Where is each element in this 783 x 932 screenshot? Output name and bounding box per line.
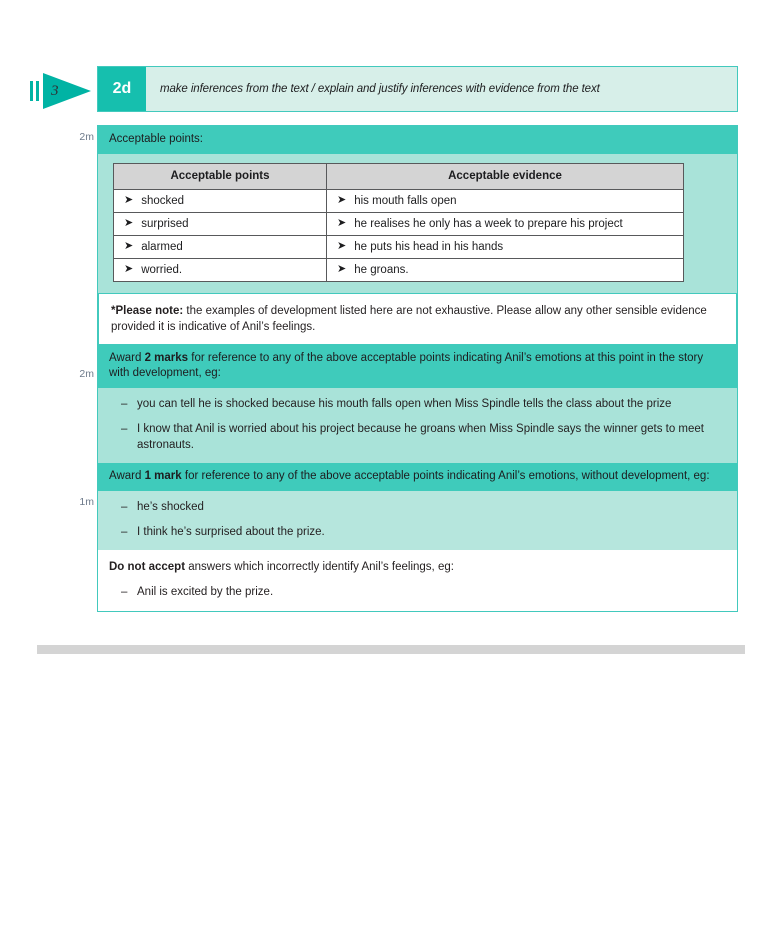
question-code: 2d [98,67,146,111]
two-marks-examples [98,388,737,463]
dash-bullet-icon: – [121,586,128,598]
content-strand-marker [30,72,102,110]
arrow-bullet-icon: ➤ [337,194,347,206]
column-header-points: Acceptable points [114,164,327,190]
acceptable-points-heading: Acceptable points: [98,126,737,154]
example-text: you can tell he is shocked because his mouth falls open when Miss Spindle tells the class about the prize [137,398,672,410]
please-note-wrapper [98,293,737,345]
cell-evidence [327,213,684,236]
arrow-bullet-icon: ➤ [337,263,347,275]
please-note-box [98,293,737,345]
point-text: worried. [141,264,183,276]
point-text: shocked [141,195,185,207]
arrow-bullet-icon: ➤ [337,217,347,229]
two-marks-lead-before: Award [109,352,145,364]
list-item [109,584,726,600]
strand-number: 3 [51,83,59,99]
do-not-accept-lead-bold: Do not accept [109,561,186,573]
cell-point [114,236,327,259]
two-marks-lead-bold: 2 marks [144,352,189,364]
table-row [114,190,684,213]
column-header-evidence: Acceptable evidence [327,164,684,190]
two-marks-heading [98,345,737,388]
dash-bullet-icon: – [121,526,128,538]
cell-point [114,213,327,236]
cell-point [114,259,327,282]
one-mark-examples [98,491,737,550]
cell-point [114,190,327,213]
list-item [109,421,726,453]
dash-bullet-icon: – [121,398,128,410]
one-mark-heading [98,463,737,491]
list-item [109,499,726,515]
evidence-text: he groans. [354,264,409,276]
do-not-accept-heading [109,559,726,575]
example-text: Anil is excited by the prize. [137,586,274,598]
evidence-text: he puts his head in his hands [354,241,504,253]
dash-bullet-icon: – [121,501,128,513]
dash-bullet-icon: – [121,423,128,435]
mark-value-acceptable-points: 2m [79,131,94,143]
table-row [114,259,684,282]
arrow-bullet-icon: ➤ [124,263,134,275]
answer-panel [97,125,738,612]
arrow-bullet-icon: ➤ [124,240,134,252]
one-mark-lead-bold: 1 mark [144,470,182,482]
example-text: I think he’s surprised about the prize. [137,526,325,538]
evidence-text: his mouth falls open [354,195,457,207]
example-text: he’s shocked [137,501,204,513]
list-item [109,524,726,540]
question-description: make inferences from the text / explain and justify inferences with evidence from the text [160,83,600,95]
mark-value-one-mark: 1m [79,496,94,508]
one-mark-lead-before: Award [109,470,145,482]
table-header-row [114,164,684,190]
mark-scheme-sheet [97,66,738,612]
example-text: I know that Anil is worried about his project because he groans when Miss Spindle says the winner gets to meet astronauts. [137,423,704,451]
point-text: surprised [141,218,189,230]
footer-rule [37,645,745,654]
table-row [114,213,684,236]
evidence-text: he realises he only has a week to prepare his project [354,218,623,230]
cell-evidence [327,236,684,259]
acceptable-points-table [113,163,684,282]
do-not-accept-section [98,550,737,611]
cell-evidence [327,190,684,213]
do-not-accept-lead-after: answers which incorrectly identify Anil’s feelings, eg: [185,561,454,573]
list-item [109,396,726,412]
arrow-bullet-icon: ➤ [124,217,134,229]
two-marks-lead-after: for reference to any of the above acceptable points indicating Anil’s emotions at this point in the story with development, eg: [109,352,704,379]
arrow-bullet-icon: ➤ [124,194,134,206]
cell-evidence [327,259,684,282]
mark-value-two-marks: 2m [79,368,94,380]
one-mark-lead-after: for reference to any of the above acceptable points indicating Anil’s emotions, without development, eg: [181,470,710,482]
point-text: alarmed [141,241,183,253]
content-strand-bars-icon [30,81,41,101]
please-note-lead: *Please note: [111,305,184,317]
arrow-bullet-icon: ➤ [337,240,347,252]
table-row [114,236,684,259]
question-header [97,66,738,112]
acceptable-points-table-area [98,154,737,293]
please-note-body: the examples of development listed here are not exhaustive. Please allow any other sensible evidence provided it is indicative of Anil’s feelings. [111,305,707,333]
